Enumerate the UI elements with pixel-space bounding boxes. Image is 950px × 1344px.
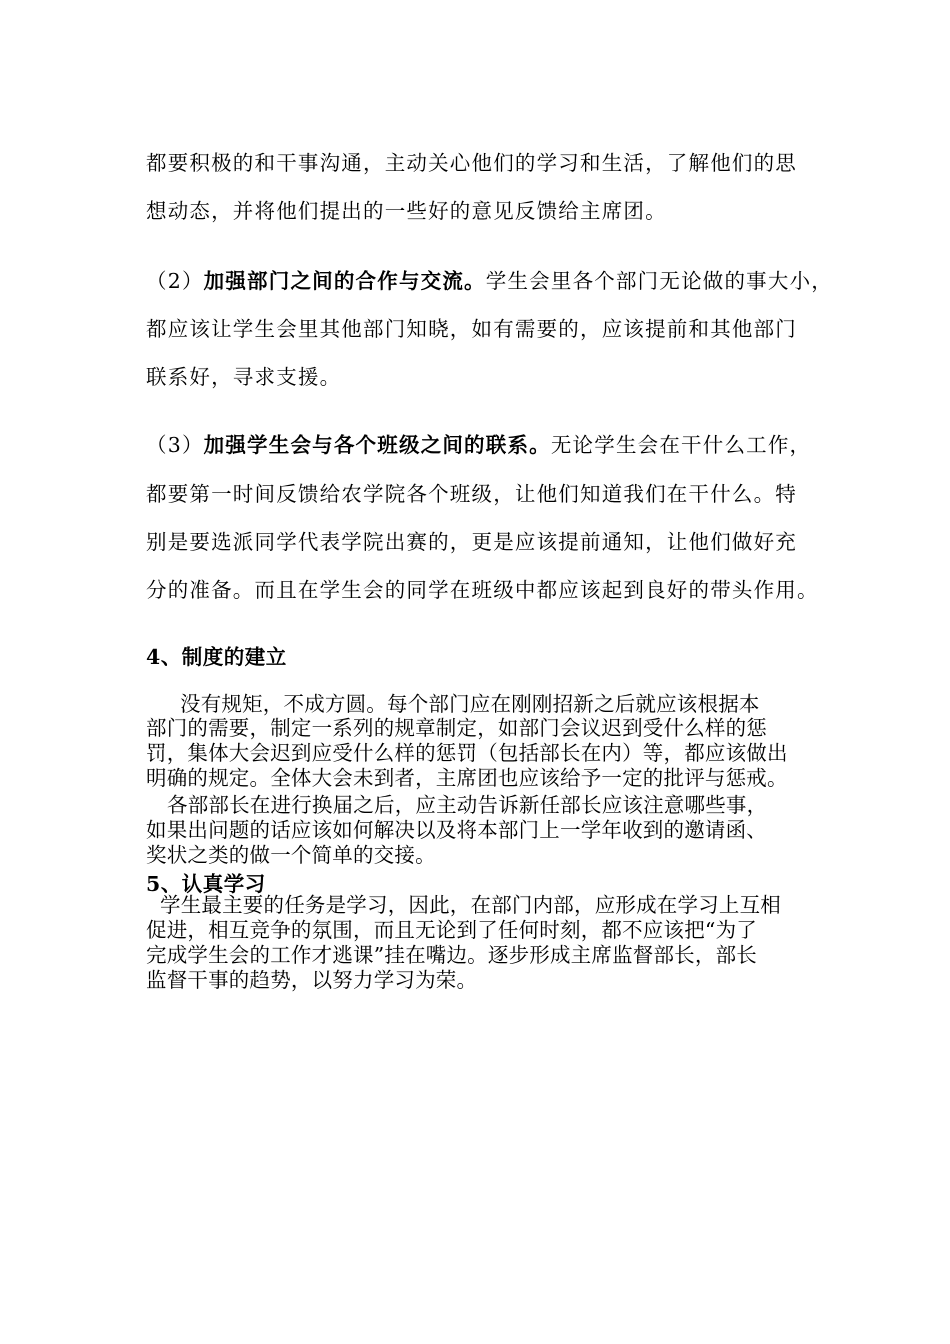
item-heading: 加强学生会与各个班级之间的联系。 bbox=[203, 433, 551, 457]
paragraph-line: 联系好，寻求支援。 bbox=[146, 365, 342, 389]
paragraph-line: 各部部长在进行换届之后，应主动告诉新任部长应该注意哪些事， bbox=[167, 793, 768, 817]
paragraph-line: 部门的需要，制定一系列的规章制定，如部门会议迟到受什么样的惩 bbox=[146, 716, 767, 740]
item-heading: 加强部门之间的合作与交流。 bbox=[203, 269, 486, 293]
item-2-first-line bbox=[146, 264, 833, 294]
paragraph-line: 罚，集体大会迟到应受什么样的惩罚（包括部长在内）等，都应该做出 bbox=[146, 741, 788, 765]
paragraph-line: 学生最主要的任务是学习，因此，在部门内部，应形成在学习上互相 bbox=[160, 893, 781, 917]
paragraph-line: 奖状之类的做一个简单的交接。 bbox=[146, 843, 436, 867]
paragraph-line: 别是要选派同学代表学院出赛的，更是应该提前通知，让他们做好充 bbox=[146, 530, 797, 554]
paragraph-line: 都要第一时间反馈给农学院各个班级，让他们知道我们在干什么。特 bbox=[146, 482, 797, 506]
item-text: 无论学生会在干什么工作， bbox=[550, 433, 812, 457]
paragraph-line: 监督干事的趋势，以努力学习为荣。 bbox=[146, 968, 478, 992]
paragraph-line: 如果出问题的话应该如何解决以及将本部门上一学年收到的邀请函、 bbox=[146, 818, 767, 842]
paragraph-line: 明确的规定。全体大会未到者，主席团也应该给予一定的批评与惩戒。 bbox=[146, 766, 788, 790]
paragraph-line: 促进，相互竞争的氛围，而且无论到了任何时刻，都不应该把“为了 bbox=[146, 918, 757, 942]
section-5-title: 5、认真学习 bbox=[146, 872, 266, 896]
paragraph-line: 都要积极的和干事沟通，主动关心他们的学习和生活，了解他们的思 bbox=[146, 151, 797, 175]
paragraph-line: 想动态，并将他们提出的一些好的意见反馈给主席团。 bbox=[146, 199, 667, 223]
item-number: （3） bbox=[146, 433, 204, 457]
section-4-title: 4、制度的建立 bbox=[146, 645, 287, 669]
item-3-first-line bbox=[146, 428, 811, 458]
paragraph-line: 没有规矩，不成方圆。每个部门应在刚刚招新之后就应该根据本 bbox=[180, 692, 760, 716]
item-number: （2） bbox=[146, 269, 204, 293]
paragraph-line: 完成学生会的工作才逃课”挂在嘴边。逐步形成主席监督部长，部长 bbox=[146, 943, 757, 967]
paragraph-line: 都应该让学生会里其他部门知晓，如有需要的，应该提前和其他部门 bbox=[146, 317, 797, 341]
paragraph-line: 分的准备。而且在学生会的同学在班级中都应该起到良好的带头作用。 bbox=[146, 578, 819, 602]
item-text: 学生会里各个部门无论做的事大小， bbox=[485, 269, 833, 293]
